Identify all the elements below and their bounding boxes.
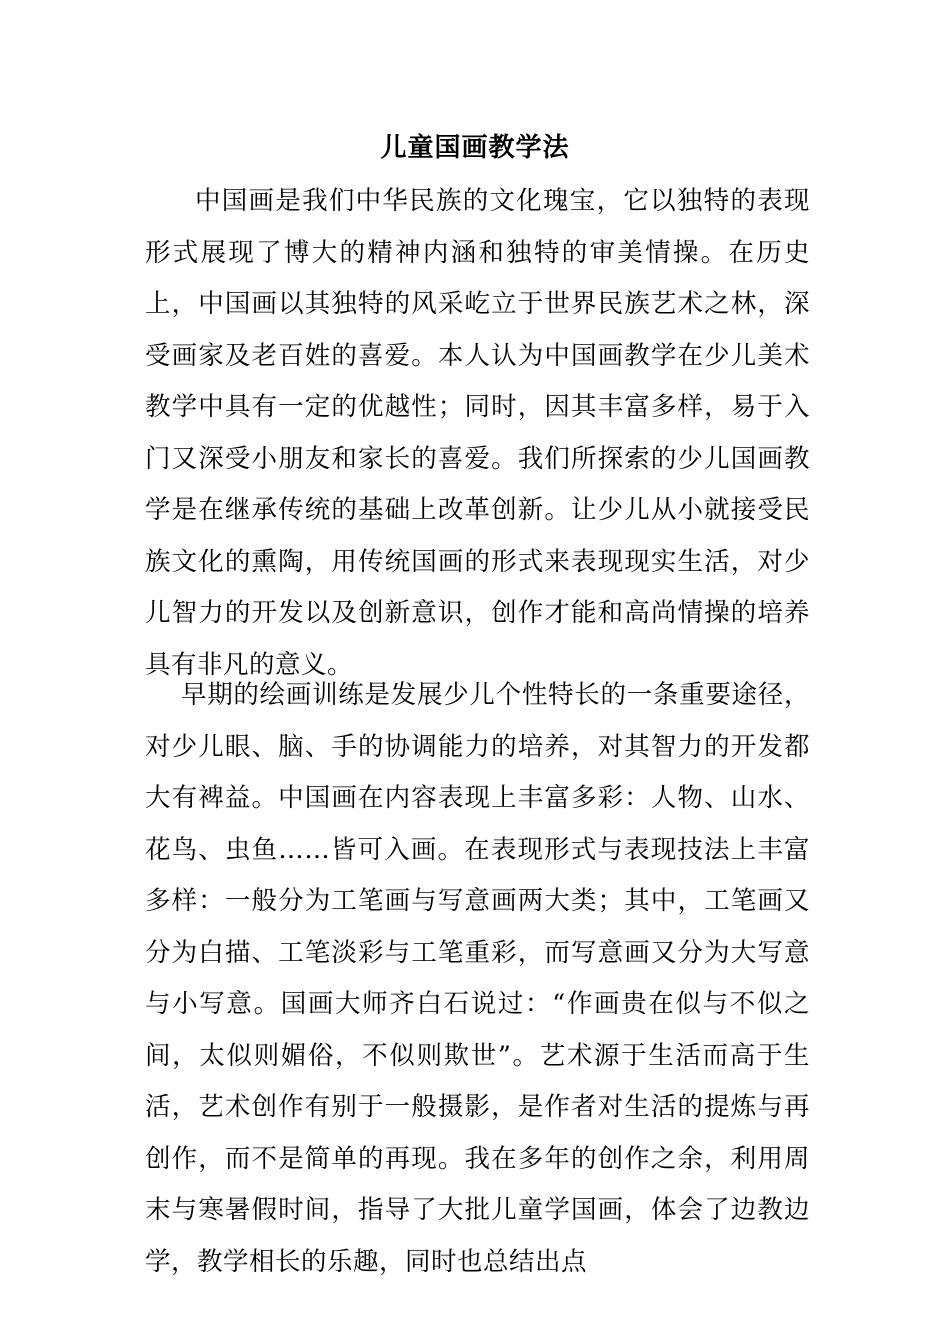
paragraph-intro: 中国画是我们中华民族的文化瑰宝，它以独特的表现形式展现了博大的精神内涵和独特的审美情操。在历史上，中国画以其独特的风采屹立于世界民族艺术之林，深受画家及老百姓的喜爱。本人认为中国画教学在少儿美术教学中具有一定的优越性；同时，因其丰富多样，易于入门又深受小朋友和家长的喜爱。我们所探索的少儿国画教学是在继承传统的基础上改革创新。让少儿从小就接受民族文化的熏陶，用传统国画的形式来表现现实生活，对少儿智力的开发以及创新意识，创作才能和高尚情操的培养具有非凡的意义。 bbox=[145, 186, 810, 680]
document-title: 儿童国画教学法 bbox=[380, 133, 570, 163]
paragraph-early-training: 早期的绘画训练是发展少儿个性特长的一条重要途径，对少儿眼、脑、手的协调能力的培养，对其智力的开发都大有裨益。中国画在内容表现上丰富多彩：人物、山水、花鸟、虫鱼……皆可入画。在表现形式与表现技法上丰富多样：一般分为工笔画与写意画两大类；其中，工笔画又分为白描、工笔淡彩与工笔重彩，而写意画又分为大写意与小写意。国画大师齐白石说过：“作画贵在似与不似之间，太似则媚俗，不似则欺世”。艺术源于生活而高于生活，艺术创作有别于一般摄影，是作者对生活的提炼与再创作，而不是简单的再现。我在多年的创作之余，利用周末与寒暑假时间，指导了大批儿童学国画，体会了边教边学，教学相长的乐趣，同时也总结出点 bbox=[145, 680, 810, 1277]
